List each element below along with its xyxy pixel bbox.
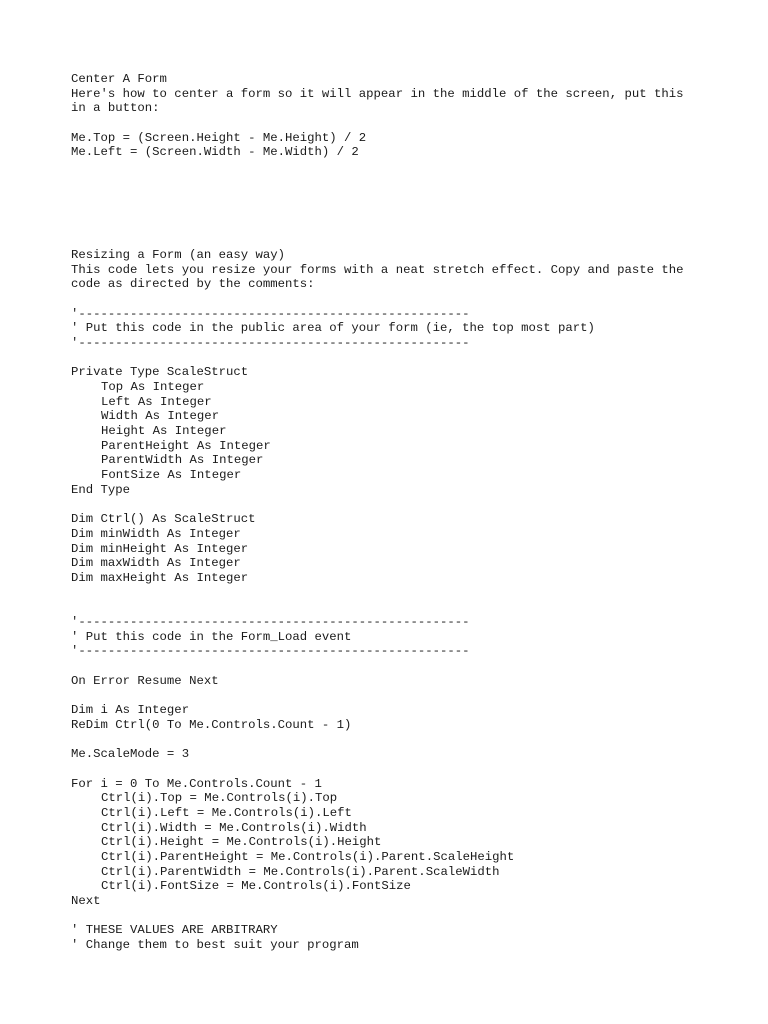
code-line: Private Type ScaleStruct xyxy=(71,365,249,380)
code-line: Dim maxHeight As Integer xyxy=(71,570,249,585)
comment-line: '----------------------------------------------------- xyxy=(71,306,470,321)
comment-line: '----------------------------------------------------- xyxy=(71,644,470,659)
paragraph-line: Here's how to center a form so it will appear in the middle of the screen, put this xyxy=(71,86,684,101)
code-line: Ctrl(i).ParentHeight = Me.Controls(i).Parent.ScaleHeight xyxy=(101,850,515,865)
code-line: Ctrl(i).FontSize = Me.Controls(i).FontSize xyxy=(101,879,411,894)
paragraph-line: This code lets you resize your forms with a neat stretch effect. Copy and paste the xyxy=(71,262,684,277)
code-line: For i = 0 To Me.Controls.Count - 1 xyxy=(71,776,322,791)
code-line: Ctrl(i).Top = Me.Controls(i).Top xyxy=(101,791,338,806)
code-line: On Error Resume Next xyxy=(71,673,219,688)
code-line: End Type xyxy=(71,482,131,497)
code-line: ReDim Ctrl(0 To Me.Controls.Count - 1) xyxy=(71,717,352,732)
comment-line: ' Change them to best suit your program xyxy=(71,938,359,953)
code-line: Ctrl(i).Left = Me.Controls(i).Left xyxy=(101,805,352,820)
code-line: ParentHeight As Integer xyxy=(101,438,271,453)
code-line: Me.Left = (Screen.Width - Me.Width) / 2 xyxy=(71,145,359,160)
comment-line: '----------------------------------------------------- xyxy=(71,335,470,350)
paragraph-line: in a button: xyxy=(71,101,160,116)
code-line: Dim minHeight As Integer xyxy=(71,541,249,556)
code-line: Height As Integer xyxy=(101,424,227,439)
code-line: ParentWidth As Integer xyxy=(101,453,264,468)
comment-line: '----------------------------------------------------- xyxy=(71,615,470,630)
document-page xyxy=(71,72,731,953)
code-line: Width As Integer xyxy=(101,409,220,424)
code-line: Me.ScaleMode = 3 xyxy=(71,747,190,762)
code-line: Dim i As Integer xyxy=(71,703,190,718)
code-line: Ctrl(i).Width = Me.Controls(i).Width xyxy=(101,820,367,835)
code-line: Dim maxWidth As Integer xyxy=(71,556,241,571)
code-line: Ctrl(i).Height = Me.Controls(i).Height xyxy=(101,835,382,850)
comment-line: ' Put this code in the public area of your form (ie, the top most part) xyxy=(71,321,595,336)
paragraph-line: code as directed by the comments: xyxy=(71,277,315,292)
code-line: Dim Ctrl() As ScaleStruct xyxy=(71,512,256,527)
code-line: Left As Integer xyxy=(101,394,212,409)
code-line: Ctrl(i).ParentWidth = Me.Controls(i).Parent.ScaleWidth xyxy=(101,864,500,879)
code-line: Top As Integer xyxy=(101,380,205,394)
code-line: Me.Top = (Screen.Height - Me.Height) / 2 xyxy=(71,130,367,145)
section-title-resizing-form: Resizing a Form (an easy way) xyxy=(71,247,286,262)
comment-line: ' THESE VALUES ARE ARBITRARY xyxy=(71,923,278,938)
code-line: Dim minWidth As Integer xyxy=(71,526,241,541)
code-line: Next xyxy=(71,894,101,909)
section-title-center-form: Center A Form xyxy=(71,72,167,86)
code-line: FontSize As Integer xyxy=(101,468,242,483)
comment-line: ' Put this code in the Form_Load event xyxy=(71,629,352,644)
